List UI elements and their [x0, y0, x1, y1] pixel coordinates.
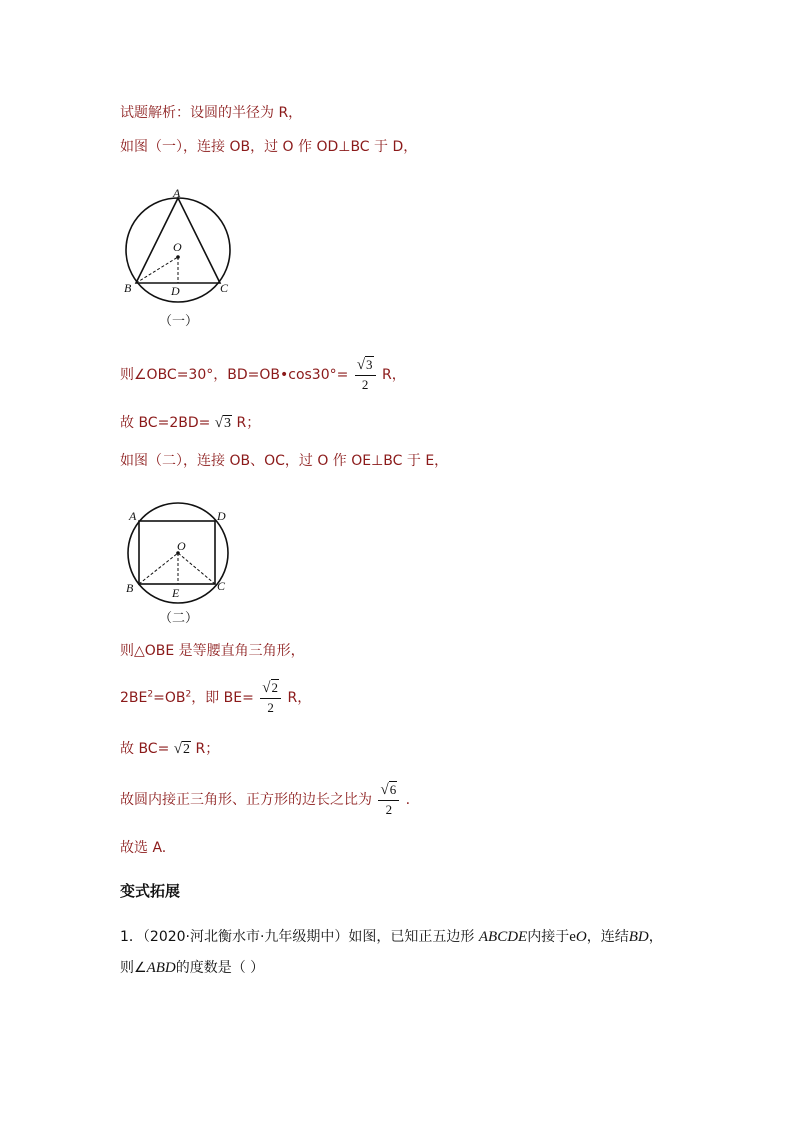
line-7-denominator: 2 [267, 700, 274, 715]
question-segment: BD [628, 929, 649, 945]
question-line-2-a: 则∠ [120, 960, 147, 976]
line-7-prefix: 2BE [120, 690, 148, 706]
figure-1-label-c: C [220, 281, 229, 295]
figure-2-square-in-circle [115, 500, 245, 630]
figure-1-label-o: O [173, 240, 182, 254]
line-8-prefix: 故 BC= [120, 741, 170, 757]
analysis-line-10: 故选 A. [120, 840, 167, 856]
figure-2-oc-dashed [178, 553, 215, 584]
analysis-line-7 [120, 680, 311, 716]
figure-1-label-b: B [124, 281, 132, 295]
line-4-suffix: R； [236, 415, 261, 431]
line-7-sup-2: 2 [185, 689, 192, 700]
analysis-line-5: 如图（二），连接 OB、OC，过 O 作 OE⊥BC 于 E， [120, 453, 449, 469]
question-end: ， [648, 929, 663, 945]
question-angle: ABD [146, 960, 176, 976]
line-3-suffix: R， [382, 367, 406, 383]
analysis-line-6: 则△OBE 是等腰直角三角形， [120, 643, 305, 659]
question-line-2-b: 的度数是（ ） [175, 960, 265, 976]
figure-2-caption: （二） [159, 610, 199, 625]
figure-2-label-c: C [217, 579, 226, 593]
figure-1-caption: （一） [159, 313, 199, 328]
analysis-line-4 [120, 412, 260, 432]
analysis-line-8 [120, 738, 219, 758]
line-7-numerator: 2 [271, 680, 279, 695]
question-mid: 内接于 [527, 929, 570, 945]
line-7-tail: ，即 BE= [191, 690, 254, 706]
figure-1-label-d: D [171, 284, 180, 298]
line-8-suffix: R； [195, 741, 220, 757]
figure-1-triangle-in-circle [115, 185, 245, 333]
figure-2-label-d: D [217, 509, 226, 523]
line-7-fraction: $\frac{√2}{2}$ [260, 680, 281, 716]
analysis-line-3 [120, 357, 406, 393]
question-1-line-1 [120, 926, 663, 946]
figure-2-label-e: E [172, 586, 180, 600]
figure-2-label-b: B [126, 581, 134, 595]
question-prefix: 1．（2020·河北衡水市·九年级期中）如图，已知正五边形 [120, 929, 475, 945]
line-7-sup-1: 2 [147, 689, 154, 700]
line-9-denominator: 2 [385, 802, 393, 817]
line-4-prefix: 故 BC=2BD= [120, 415, 211, 431]
analysis-line-9 [120, 782, 410, 818]
line-9-numerator: 6 [389, 782, 397, 797]
line-3-denominator: 2 [361, 377, 369, 392]
question-circle-symbol: e [569, 929, 576, 945]
line-3-fraction: $\frac{√3}{2}$ [355, 357, 376, 393]
figure-1-label-a: A [173, 186, 181, 200]
analysis-line-2: 如图（一），连接 OB，过 O 作 OD⊥BC 于 D， [120, 139, 418, 155]
line-8-sqrt: √2 [173, 741, 191, 757]
question-mid-2: ，连结 [586, 929, 629, 945]
line-7-mid: =OB [153, 690, 186, 706]
line-9-fraction: $\frac{√6}{2}$ [378, 782, 399, 818]
line-9-prefix: 故圆内接正三角形、正方形的边长之比为 [120, 792, 372, 808]
figure-1-center-dot [176, 255, 180, 259]
question-pentagon: ABCDE [478, 929, 528, 945]
line-9-suffix: . [405, 792, 411, 808]
line-4-radicand: 3 [224, 416, 232, 431]
line-3-prefix: 则∠OBC=30°，BD=OB•cos30°= [120, 367, 349, 383]
section-heading: 变式拓展 [120, 882, 181, 900]
line-7-suffix: R， [287, 690, 312, 706]
analysis-line-1: 试题解析：设圆的半径为 R， [120, 105, 303, 121]
question-1-line-2 [120, 957, 264, 977]
question-circle-o: O [575, 929, 587, 945]
line-8-radicand: 2 [183, 742, 191, 757]
line-4-sqrt: √3 [214, 415, 232, 431]
figure-2-ob-dashed [139, 553, 178, 584]
figure-2-label-o: O [177, 539, 186, 553]
line-3-numerator: 3 [366, 357, 373, 372]
figure-2-label-a: A [129, 509, 137, 523]
